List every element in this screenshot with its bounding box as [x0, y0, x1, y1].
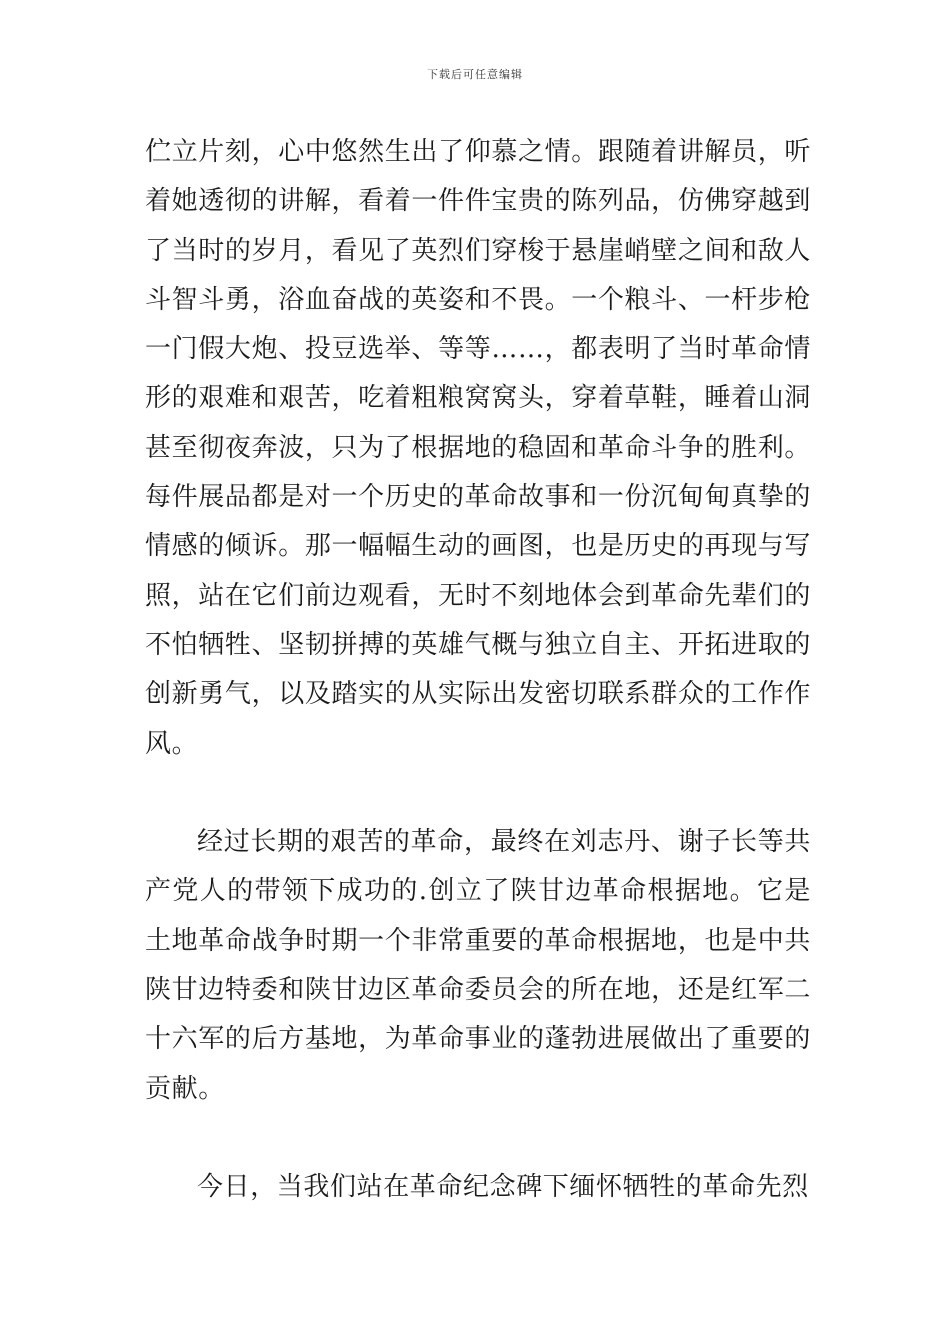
- paragraph-gap: [145, 769, 811, 818]
- document-body: [145, 128, 811, 1213]
- paragraph-gap: [145, 1114, 811, 1163]
- paragraph-3: 今日，当我们站在革命纪念碑下缅怀牺牲的革命先烈: [197, 1172, 809, 1203]
- paragraph-2: 经过长期的艰苦的革命，最终在刘志丹、谢子长等共产党人的带领下成功的.创立了陕甘边革命根据地。它是土地革命战争时期一个非常重要的革命根据地，也是中共陕甘边特委和陕甘边区革命委员会的所在地，还是红军二十六军的后方基地，为革命事业的蓬勃进展做出了重要的贡献。: [145, 827, 811, 1104]
- paragraph-1: 伫立片刻，心中悠然生出了仰慕之情。跟随着讲解员，听着她透彻的讲解，看着一件件宝贵的陈列品，仿佛穿越到了当时的岁月，看见了英烈们穿梭于悬崖峭壁之间和敌人斗智斗勇，浴血奋战的英姿和不畏。一个粮斗、一杆步枪一门假大炮、投豆选举、等等……，都表明了当时革命情形的艰难和艰苦，吃着粗粮窝窝头，穿着草鞋，睡着山洞甚至彻夜奔波，只为了根据地的稳固和革命斗争的胜利。每件展品都是对一个历史的革命故事和一份沉甸甸真挚的情感的倾诉。那一幅幅生动的画图，也是历史的再现与写照，站在它们前边观看，无时不刻地体会到革命先辈们的不怕牺牲、坚韧拼搏的英雄气概与独立自主、开拓进取的创新勇气，以及踏实的从实际出发密切联系群众的工作作风。: [145, 137, 811, 759]
- page-header-note: 下载后可任意编辑: [427, 68, 523, 81]
